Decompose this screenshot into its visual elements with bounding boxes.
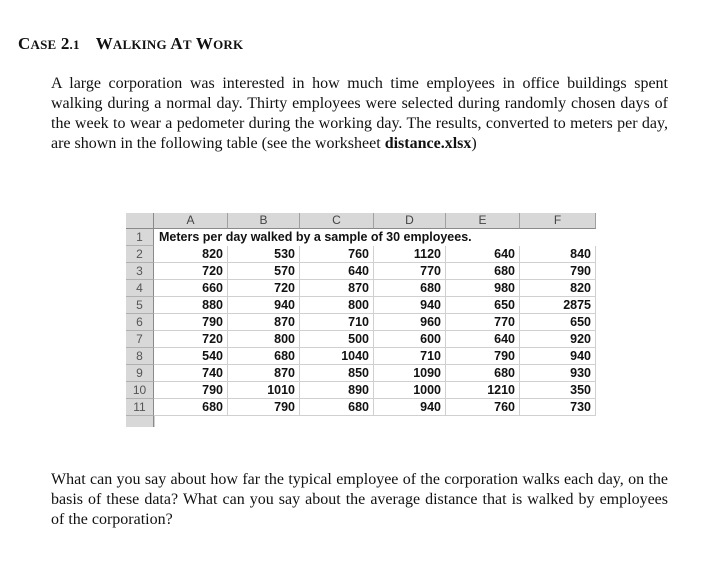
table-cell[interactable]: 960 xyxy=(374,314,446,331)
row-header-7[interactable]: 7 xyxy=(126,331,154,348)
row-header-10[interactable]: 10 xyxy=(126,382,154,399)
table-cell[interactable]: 1120 xyxy=(374,246,446,263)
grid-continuation xyxy=(154,416,597,427)
table-cell[interactable]: 730 xyxy=(520,399,596,416)
row-header-11[interactable]: 11 xyxy=(126,399,154,416)
table-cell[interactable]: 710 xyxy=(374,348,446,365)
table-cell[interactable]: 980 xyxy=(446,280,520,297)
column-header-f[interactable]: F xyxy=(520,213,596,229)
table-cell[interactable]: 790 xyxy=(154,314,228,331)
row-header-9[interactable]: 9 xyxy=(126,365,154,382)
worksheet-filename: distance.xlsx xyxy=(384,135,472,152)
table-cell[interactable]: 570 xyxy=(228,263,300,280)
table-cell[interactable]: 760 xyxy=(446,399,520,416)
table-cell[interactable]: 940 xyxy=(520,348,596,365)
table-cell[interactable]: 1000 xyxy=(374,382,446,399)
table-cell[interactable]: 680 xyxy=(228,348,300,365)
table-cell[interactable]: 760 xyxy=(300,246,374,263)
table-cell[interactable]: 740 xyxy=(154,365,228,382)
table-cell[interactable]: 650 xyxy=(520,314,596,331)
table-cell[interactable]: 2875 xyxy=(520,297,596,314)
table-cell[interactable]: 820 xyxy=(520,280,596,297)
row-header-8[interactable]: 8 xyxy=(126,348,154,365)
column-header-d[interactable]: D xyxy=(374,213,446,229)
table-cell[interactable]: 790 xyxy=(228,399,300,416)
table-cell[interactable]: 720 xyxy=(228,280,300,297)
table-cell[interactable]: 770 xyxy=(446,314,520,331)
column-header-b[interactable]: B xyxy=(228,213,300,229)
row-header-3[interactable]: 3 xyxy=(126,263,154,280)
table-cell[interactable]: 840 xyxy=(520,246,596,263)
table-cell[interactable]: 940 xyxy=(374,399,446,416)
question-paragraph: What can you say about how far the typical employee of the corporation walks each day, on the basis of these data? What can you say about the average distance that is walked by employees of the corporation? xyxy=(51,471,668,528)
case-name: WALKING AT WORK xyxy=(95,34,244,53)
table-cell[interactable]: 890 xyxy=(300,382,374,399)
table-cell[interactable]: 640 xyxy=(446,246,520,263)
row-header-4[interactable]: 4 xyxy=(126,280,154,297)
case-number: CASE 2.1 xyxy=(18,34,80,53)
select-all-corner[interactable] xyxy=(126,213,154,229)
table-cell[interactable]: 540 xyxy=(154,348,228,365)
table-cell[interactable]: 870 xyxy=(300,280,374,297)
table-cell[interactable]: 870 xyxy=(228,365,300,382)
table-cell[interactable]: 790 xyxy=(446,348,520,365)
table-cell[interactable]: 680 xyxy=(446,263,520,280)
intro-paragraph xyxy=(51,74,668,154)
table-cell[interactable]: 1040 xyxy=(300,348,374,365)
table-cell[interactable]: 660 xyxy=(154,280,228,297)
table-cell[interactable]: 680 xyxy=(374,280,446,297)
table-header: Meters per day walked by a sample of 30 employees. xyxy=(159,230,472,244)
case-title xyxy=(18,34,243,54)
table-cell[interactable]: 770 xyxy=(374,263,446,280)
intro-text: A large corporation was interested in how much time employees in office buildings spent walking during a normal day. Thirty employees were selected during randomly chosen days of the week to wear a pedometer during the working day. The results, converted to meters per day, are shown in the following table (see the worksheet xyxy=(51,75,668,152)
table-cell[interactable]: 1090 xyxy=(374,365,446,382)
table-cell[interactable]: 680 xyxy=(154,399,228,416)
table-cell[interactable]: 920 xyxy=(520,331,596,348)
table-cell[interactable]: 790 xyxy=(154,382,228,399)
column-header-c[interactable]: C xyxy=(300,213,374,229)
table-cell[interactable]: 350 xyxy=(520,382,596,399)
table-cell[interactable]: 600 xyxy=(374,331,446,348)
table-cell[interactable]: 650 xyxy=(446,297,520,314)
row-header-2[interactable]: 2 xyxy=(126,246,154,263)
table-cell[interactable]: 820 xyxy=(154,246,228,263)
table-cell[interactable]: 640 xyxy=(446,331,520,348)
intro-close: ) xyxy=(471,135,477,152)
table-cell[interactable]: 710 xyxy=(300,314,374,331)
table-cell[interactable]: 940 xyxy=(374,297,446,314)
table-cell[interactable]: 800 xyxy=(228,331,300,348)
column-header-a[interactable]: A xyxy=(154,213,228,229)
table-cell[interactable]: 790 xyxy=(520,263,596,280)
table-cell[interactable]: 680 xyxy=(446,365,520,382)
table-cell[interactable]: 680 xyxy=(300,399,374,416)
table-cell[interactable]: 850 xyxy=(300,365,374,382)
row-header-5[interactable]: 5 xyxy=(126,297,154,314)
table-cell[interactable]: 800 xyxy=(300,297,374,314)
spreadsheet-table xyxy=(126,213,596,427)
table-cell[interactable]: 1210 xyxy=(446,382,520,399)
table-cell[interactable]: 880 xyxy=(154,297,228,314)
table-cell[interactable]: 530 xyxy=(228,246,300,263)
table-cell[interactable]: 720 xyxy=(154,331,228,348)
table-cell[interactable]: 1010 xyxy=(228,382,300,399)
table-cell[interactable]: 870 xyxy=(228,314,300,331)
table-cell[interactable]: 720 xyxy=(154,263,228,280)
table-cell[interactable]: 500 xyxy=(300,331,374,348)
table-cell[interactable]: 940 xyxy=(228,297,300,314)
table-cell[interactable]: 930 xyxy=(520,365,596,382)
column-header-e[interactable]: E xyxy=(446,213,520,229)
row-header-1[interactable]: 1 xyxy=(126,229,154,246)
row-header-stub xyxy=(126,416,154,427)
table-cell[interactable]: 640 xyxy=(300,263,374,280)
row-header-6[interactable]: 6 xyxy=(126,314,154,331)
